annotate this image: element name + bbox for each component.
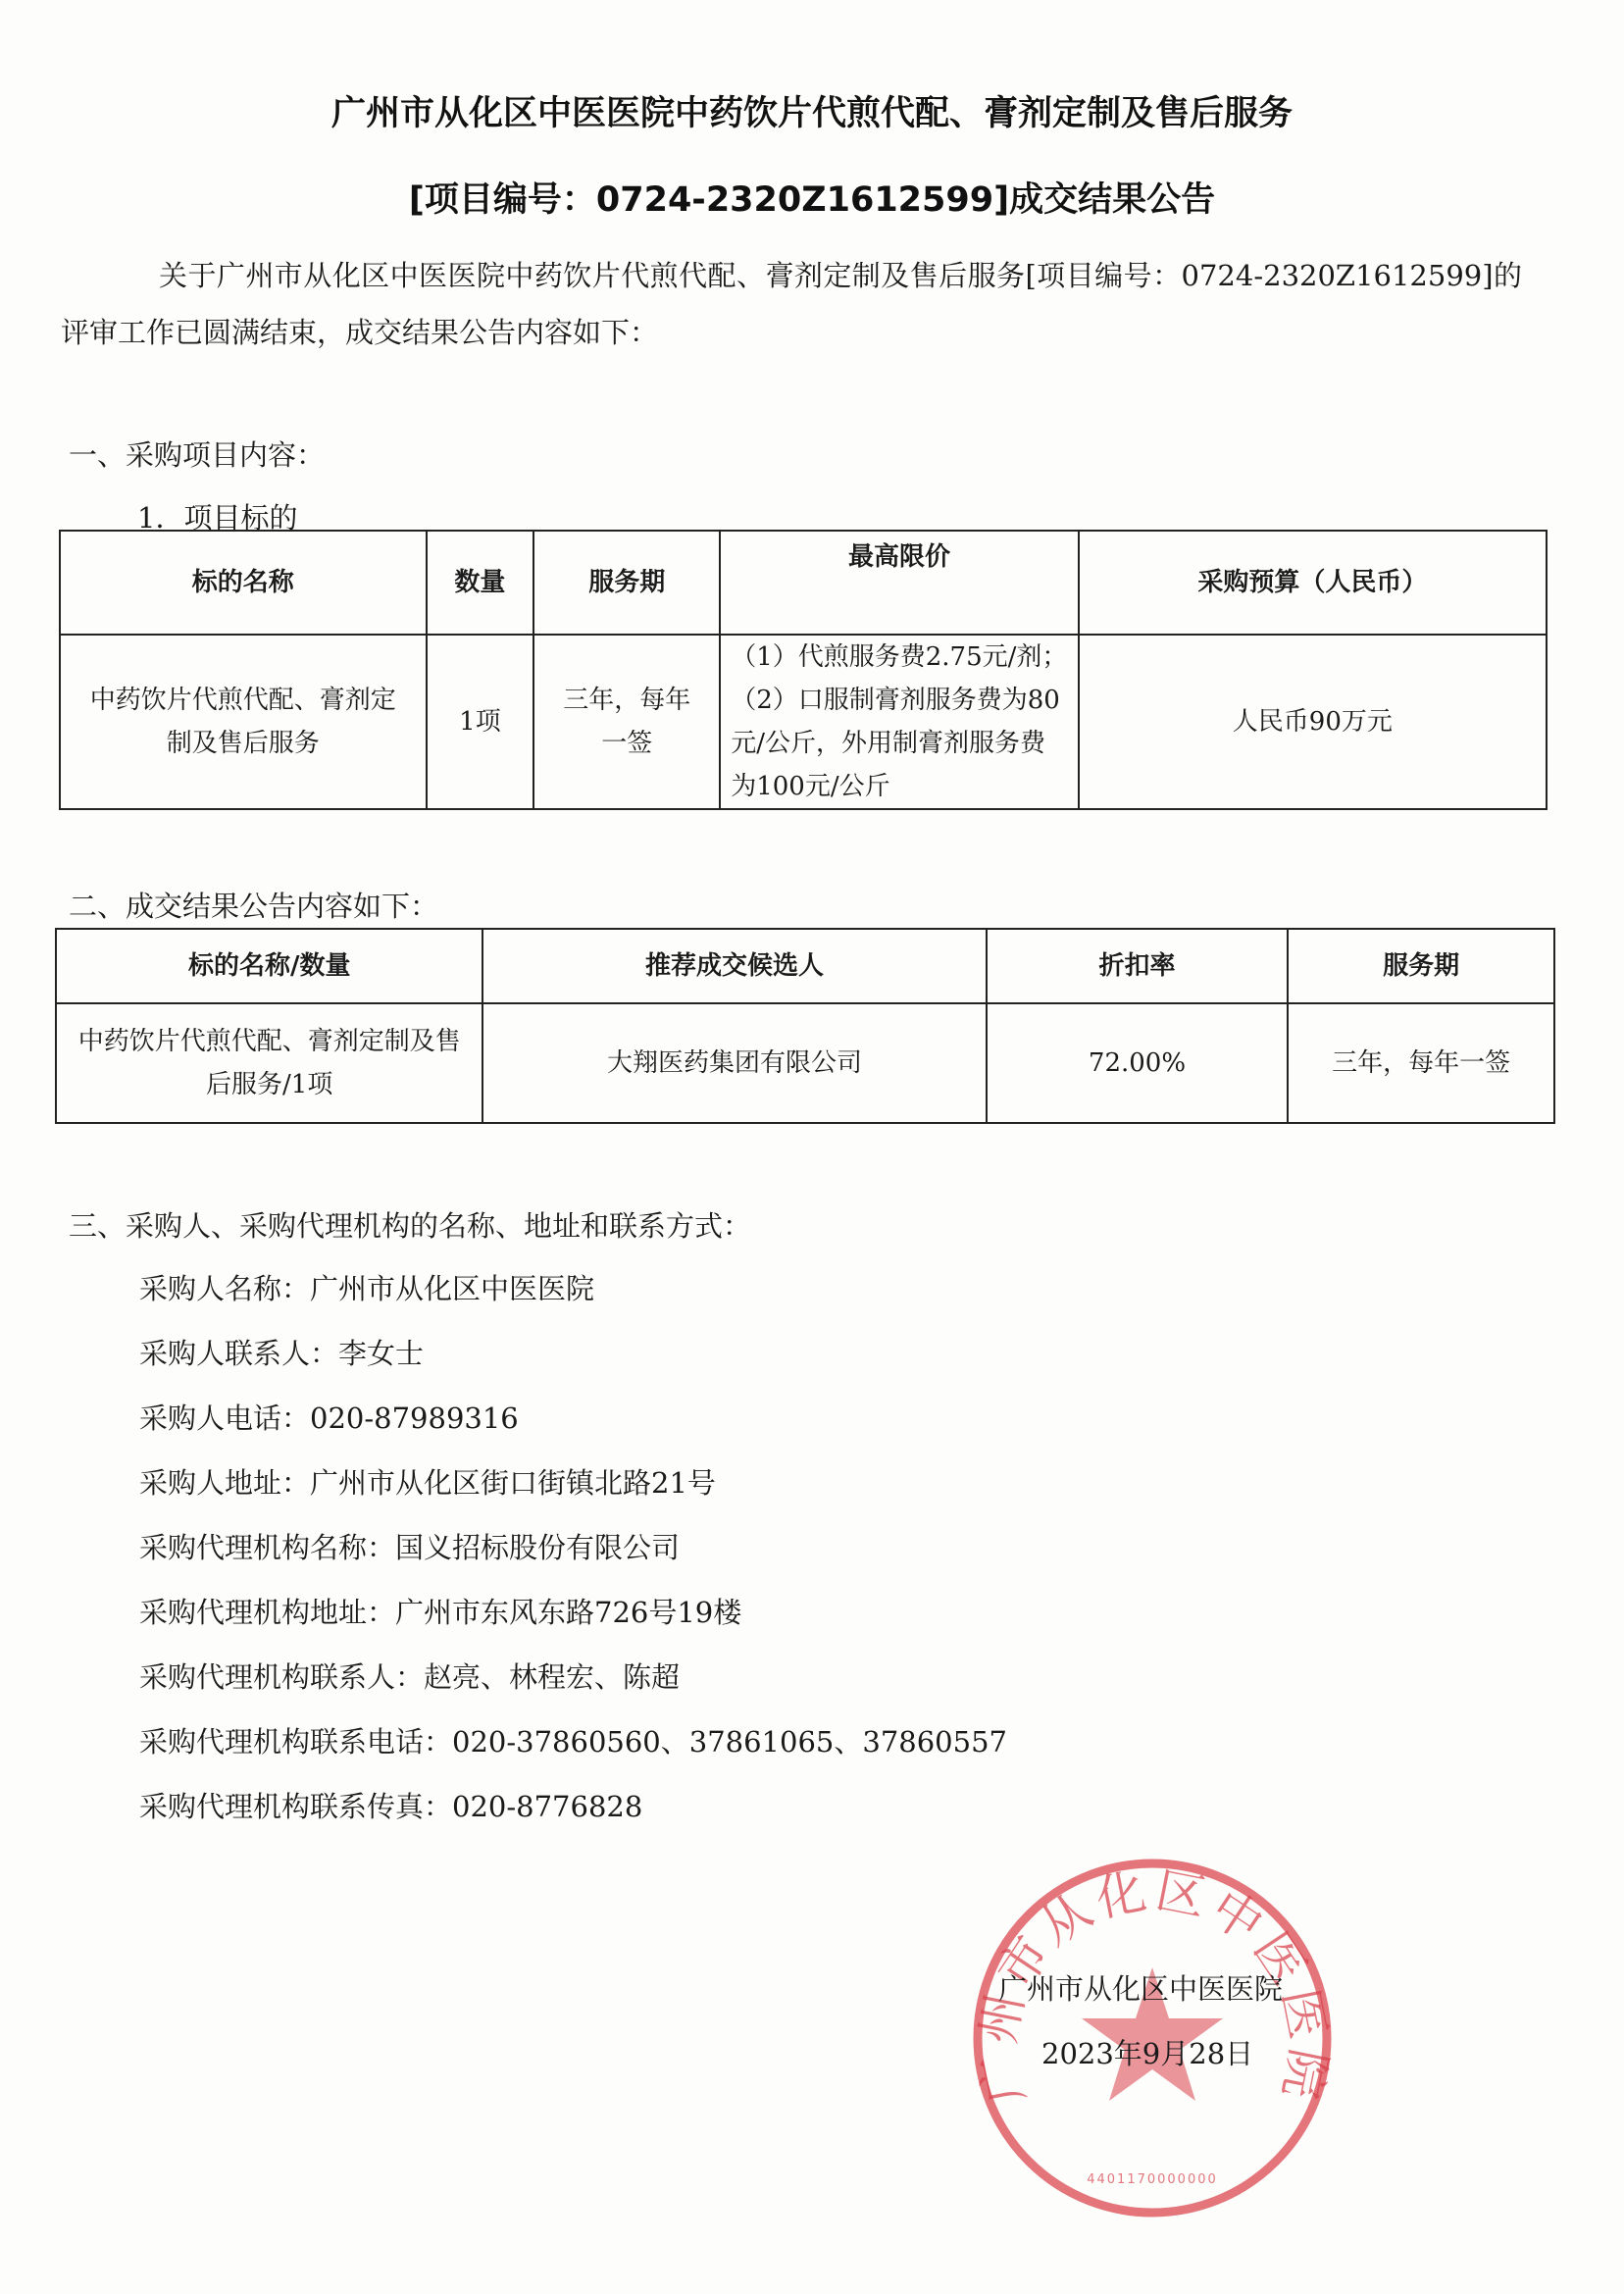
agency-name: 采购代理机构名称：国义招标股份有限公司	[139, 1531, 681, 1564]
agency-contact: 采购代理机构联系人：赵亮、林程宏、陈超	[139, 1660, 681, 1694]
signature-date: 2023年9月28日	[1041, 2037, 1254, 2070]
agency-address: 采购代理机构地址：广州市东风东路726号19楼	[139, 1596, 742, 1629]
cell-candidate: 大翔医药集团有限公司	[482, 1003, 986, 1123]
purchaser-address: 采购人地址：广州市从化区街口街镇北路21号	[139, 1466, 716, 1500]
cell-name-quantity: 中药饮片代煎代配、膏剂定制及售后服务/1项	[56, 1003, 482, 1123]
agency-phone: 采购代理机构联系电话：020-37860560、37861065、37860557	[139, 1725, 1007, 1759]
result-table-row	[56, 1003, 1554, 1123]
header-max-price: 最高限价	[720, 531, 1079, 635]
section1-heading: 一、采购项目内容：	[69, 438, 326, 472]
section1-subheading: 1．项目标的	[137, 501, 298, 535]
cell-quantity: 1项	[427, 635, 534, 809]
intro-paragraph: 关于广州市从化区中医医院中药饮片代煎代配、膏剂定制及售后服务[项目编号：0724-2320Z1612599]的评审工作已圆满结束，成交结果公告内容如下：	[61, 259, 1522, 349]
cell-discount: 72.00%	[987, 1003, 1289, 1123]
cell-max-price: （1）代煎服务费2.75元/剂；（2）口服制膏剂服务费为80元/公斤，外用制膏剂服务费为100元/公斤	[720, 635, 1079, 809]
header-budget: 采购预算（人民币）	[1079, 531, 1547, 635]
section2-heading: 二、成交结果公告内容如下：	[69, 890, 439, 923]
header-discount: 折扣率	[987, 929, 1289, 1003]
cell-item-name: 中药饮片代煎代配、膏剂定制及售后服务	[60, 635, 427, 809]
result-table	[55, 928, 1555, 1124]
cell-budget: 人民币90万元	[1079, 635, 1547, 809]
title-line-1: 广州市从化区中医医院中药饮片代煎代配、膏剂定制及售后服务	[330, 94, 1293, 133]
signature-org: 广州市从化区中医医院	[998, 1972, 1284, 2006]
svg-text:广州市从化区中医医院: 广州市从化区中医医院	[969, 1861, 1338, 2109]
purchaser-name: 采购人名称：广州市从化区中医医院	[139, 1272, 595, 1305]
purchaser-contact: 采购人联系人：李女士	[139, 1337, 425, 1370]
agency-fax: 采购代理机构联系传真：020-8776828	[139, 1790, 643, 1823]
purchaser-phone: 采购人电话：020-87989316	[139, 1402, 519, 1435]
cell-period: 三年，每年一签	[533, 635, 720, 809]
header-item-name: 标的名称	[60, 531, 427, 635]
header-quantity: 数量	[427, 531, 534, 635]
svg-text:4401170000000: 4401170000000	[1087, 2172, 1218, 2187]
section3-heading: 三、采购人、采购代理机构的名称、地址和联系方式：	[69, 1209, 752, 1243]
cell-service-period: 三年，每年一签	[1288, 1003, 1554, 1123]
header-service-period: 服务期	[1288, 929, 1554, 1003]
result-table-header-row	[56, 929, 1554, 1003]
title-line-2: [项目编号：0724-2320Z1612599]成交结果公告	[408, 180, 1216, 220]
header-name-quantity: 标的名称/数量	[56, 929, 482, 1003]
header-candidate: 推荐成交候选人	[482, 929, 986, 1003]
project-table-row	[60, 635, 1547, 809]
project-table	[59, 530, 1548, 810]
project-table-header-row	[60, 531, 1547, 635]
header-period: 服务期	[533, 531, 720, 635]
